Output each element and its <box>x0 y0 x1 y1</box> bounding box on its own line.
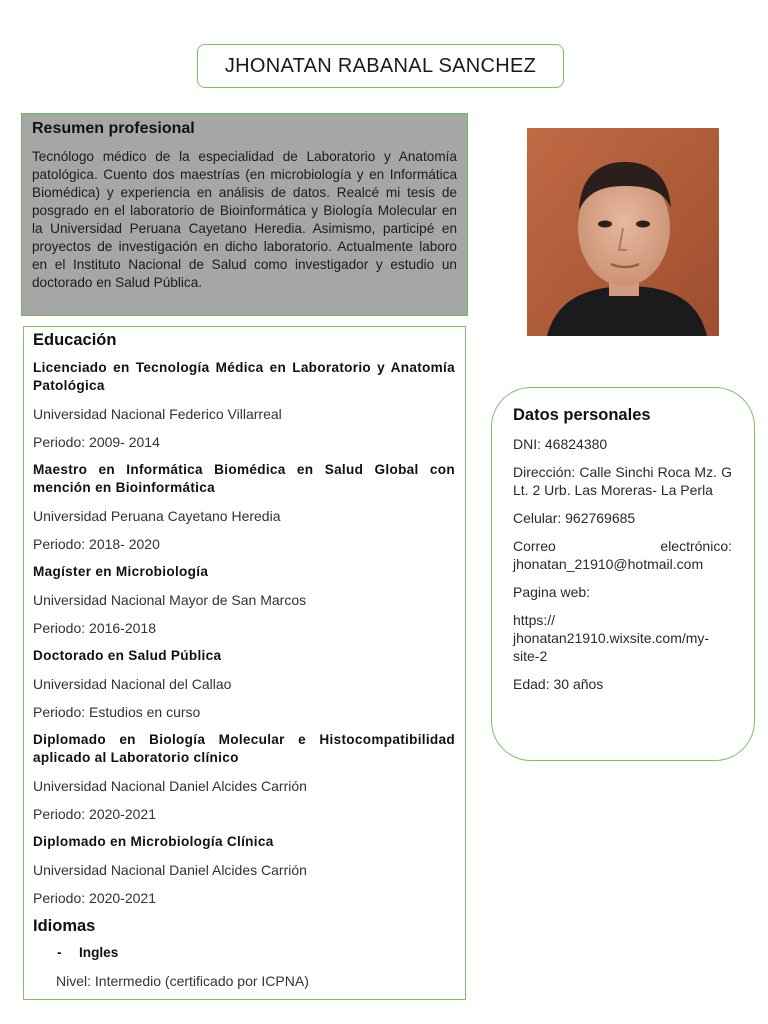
education-period: Periodo: 2020-2021 <box>33 890 156 906</box>
education-section <box>23 326 466 1000</box>
personal-heading: Datos personales <box>513 406 651 424</box>
education-degree: Diplomado en Biología Molecular e Histocompatibilidad aplicado al Laboratorio clínico <box>33 732 455 765</box>
profile-photo <box>527 128 719 336</box>
education-period: Periodo: 2020-2021 <box>33 806 156 822</box>
education-institution: Universidad Peruana Cayetano Heredia <box>33 508 281 524</box>
education-period: Periodo: 2009- 2014 <box>33 434 160 450</box>
language-name: Ingles <box>79 945 119 960</box>
education-item <box>33 833 455 907</box>
personal-dni: DNI: 46824380 <box>513 436 608 452</box>
education-degree: Doctorado en Salud Pública <box>33 648 222 663</box>
professional-summary <box>21 113 468 316</box>
education-institution: Universidad Nacional Federico Villarreal <box>33 406 282 422</box>
education-institution: Universidad Nacional Mayor de San Marcos <box>33 592 307 608</box>
personal-email-label: Correo electrónico: <box>513 538 732 554</box>
summary-heading: Resumen profesional <box>32 120 195 137</box>
education-degree: Magíster en Microbiología <box>33 564 209 579</box>
education-period: Periodo: 2016-2018 <box>33 620 156 636</box>
education-item <box>33 461 455 553</box>
cv-name-box <box>197 44 564 88</box>
languages-heading: Idiomas <box>33 917 96 935</box>
personal-email[interactable]: jhonatan_21910@hotmail.com <box>513 556 704 572</box>
education-institution: Universidad Nacional Daniel Alcides Carrión <box>33 778 307 794</box>
summary-text: Tecnólogo médico de la especialidad de Laboratorio y Anatomía patológica. Cuento dos maestrías (en microbiología y en Informática Biomédica) y experiencia en análisis de datos. Realcé mi tesis de posgrado en el laboratorio de Bioinformática y Biología Molecular en la Universidad Peruana Cayetano Heredia. Asimismo, participé en proyectos de investigación en dicho laboratorio. Actualmente laboro en el Instituto Nacional de Salud como investigador y estudio un doctorado en Salud Pública. <box>32 149 457 290</box>
personal-data-card <box>491 387 755 761</box>
education-degree: Licenciado en Tecnología Médica en Laboratorio y Anatomía Patológica <box>33 360 455 393</box>
education-item <box>33 359 455 451</box>
personal-phone: Celular: 962769685 <box>513 510 636 526</box>
portrait-image <box>527 128 719 336</box>
language-item <box>57 944 455 962</box>
education-item <box>33 563 455 637</box>
list-bullet: - <box>57 945 62 960</box>
personal-age: Edad: 30 años <box>513 676 604 692</box>
personal-web[interactable]: https:// jhonatan21910.wixsite.com/my-site-2 <box>513 612 710 664</box>
personal-email-block <box>513 537 732 573</box>
personal-address: Dirección: Calle Sinchi Roca Mz. G Lt. 2 Urb. Las Moreras- La Perla <box>513 464 732 498</box>
education-institution: Universidad Nacional del Callao <box>33 676 232 692</box>
education-degree: Maestro en Informática Biomédica en Salud Global con mención en Bioinformática <box>33 462 455 495</box>
education-degree: Diplomado en Microbiología Clínica <box>33 834 274 849</box>
cv-name: JHONATAN RABANAL SANCHEZ <box>224 54 537 77</box>
language-level: Nivel: Intermedio (certificado por ICPNA) <box>56 973 309 989</box>
personal-web-label: Pagina web: <box>513 584 591 600</box>
education-institution: Universidad Nacional Daniel Alcides Carrión <box>33 862 307 878</box>
education-period: Periodo: 2018- 2020 <box>33 536 160 552</box>
education-item <box>33 647 455 721</box>
education-period: Periodo: Estudios en curso <box>33 704 201 720</box>
education-heading: Educación <box>33 331 117 349</box>
education-item <box>33 731 455 823</box>
